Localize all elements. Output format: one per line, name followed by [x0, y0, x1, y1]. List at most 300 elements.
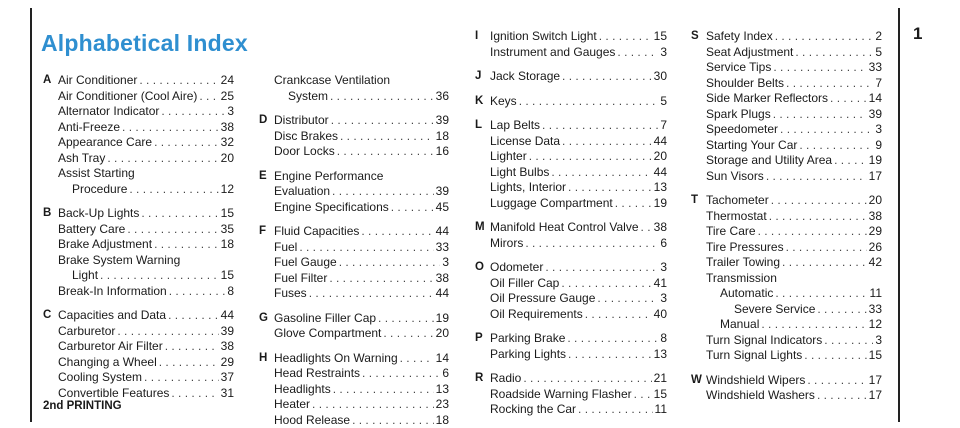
- entry-label: Lighter: [490, 149, 527, 163]
- entry-page-number: 25: [220, 88, 234, 103]
- entry-page-number: 3: [660, 260, 667, 274]
- entry-label: Convertible Features: [58, 385, 170, 400]
- dot-leader: [378, 311, 434, 327]
- index-entry: [58, 355, 234, 371]
- entry-page-number: 44: [653, 133, 667, 148]
- dot-leader: [391, 200, 434, 216]
- entry-label: Engine Performance: [274, 168, 384, 183]
- entry-page-number: 17: [868, 168, 882, 183]
- index-entry: [274, 144, 449, 160]
- index-group-p: [475, 331, 667, 362]
- dot-leader: [617, 45, 658, 61]
- entry-page-number: 39: [220, 323, 234, 338]
- entry-page-number: 17: [868, 388, 882, 402]
- index-entry: [58, 308, 234, 324]
- index-entry: [490, 347, 667, 363]
- index-entry: [490, 291, 667, 307]
- index-letter: C: [43, 309, 52, 321]
- dot-leader: [141, 206, 218, 222]
- index-entry: [58, 89, 234, 105]
- entry-page-number: 37: [220, 370, 234, 384]
- entry-label: Air Conditioner: [58, 73, 138, 87]
- entry-label: Anti-Freeze: [58, 119, 121, 134]
- entry-label: Ash Tray: [58, 150, 106, 165]
- dot-leader: [352, 413, 434, 428]
- index-entry: [490, 402, 667, 418]
- index-entry: [706, 29, 882, 45]
- dot-leader: [139, 73, 218, 89]
- entry-page-number: 7: [660, 118, 667, 132]
- entry-page-number: 45: [435, 199, 449, 214]
- right-margin-rule: [898, 8, 900, 422]
- index-letter: J: [475, 70, 482, 82]
- entry-page-number: 38: [220, 339, 234, 353]
- entry-label: Assist Starting: [58, 166, 135, 180]
- index-entry: [490, 220, 667, 236]
- index-entry: [58, 135, 234, 151]
- index-entry: [58, 339, 234, 355]
- entry-label: Spark Plugs: [706, 106, 771, 121]
- index-letter: H: [259, 351, 268, 364]
- dot-leader: [154, 135, 219, 151]
- entry-page-number: 6: [660, 235, 667, 250]
- entry-label: Gasoline Filler Cap: [274, 310, 377, 325]
- entry-label: Back-Up Lights: [58, 206, 140, 220]
- index-letter: E: [259, 169, 267, 182]
- dot-leader: [568, 180, 652, 196]
- index-entry: [490, 260, 667, 276]
- index-group-i: [475, 29, 667, 60]
- entry-page-number: 14: [435, 350, 449, 365]
- entry-label: Rocking the Car: [490, 402, 577, 416]
- index-group-continued: [274, 73, 449, 104]
- dot-leader: [817, 302, 866, 318]
- entry-label: Evaluation: [274, 184, 331, 198]
- entry-page-number: 7: [875, 75, 882, 90]
- index-entry: [706, 169, 882, 185]
- dot-leader: [199, 89, 218, 105]
- index-entry: [274, 366, 449, 382]
- dot-leader: [525, 236, 658, 252]
- dot-leader: [154, 237, 219, 253]
- dot-leader: [312, 397, 434, 413]
- entry-label: Headlights: [274, 381, 331, 396]
- entry-page-number: 44: [435, 286, 449, 300]
- entry-page-number: 39: [435, 184, 449, 198]
- dot-leader: [545, 260, 658, 276]
- index-entry: [274, 351, 449, 367]
- entry-label: Starting Your Car: [706, 137, 798, 152]
- index-entry: [490, 149, 667, 165]
- entry-label: Appearance Care: [58, 135, 153, 149]
- index-column-1: [43, 73, 234, 410]
- entry-page-number: 29: [868, 224, 882, 238]
- entry-label: Thermostat: [706, 208, 767, 223]
- entry-page-number: 19: [868, 153, 882, 167]
- dot-leader: [775, 286, 867, 302]
- index-letter: L: [475, 119, 483, 131]
- dot-leader: [383, 326, 433, 342]
- index-entry: [58, 284, 234, 300]
- entry-label: Brake System Warning: [58, 252, 181, 267]
- index-entry: [490, 236, 667, 252]
- index-entry: [274, 255, 449, 271]
- entry-page-number: 2: [875, 29, 882, 43]
- entry-label: Brake Adjustment: [58, 237, 153, 251]
- entry-label: Transmission: [706, 270, 777, 285]
- index-letter: G: [259, 311, 268, 324]
- index-entry: [706, 138, 882, 154]
- entry-page-number: 44: [653, 164, 667, 179]
- index-letter: F: [259, 225, 267, 237]
- entry-label: Fuses: [274, 286, 307, 300]
- dot-leader: [329, 271, 433, 287]
- index-entry: [706, 333, 882, 349]
- entry-page-number: 19: [435, 310, 449, 325]
- entry-label: Carburetor: [58, 323, 116, 338]
- index-entry: [706, 209, 882, 225]
- entry-page-number: 35: [220, 221, 234, 236]
- entry-label: Battery Care: [58, 221, 126, 236]
- index-entry: [490, 45, 667, 61]
- index-entry: [58, 222, 234, 238]
- entry-label: Turn Signal Indicators: [706, 332, 823, 347]
- index-entry: [490, 69, 667, 85]
- entry-label: Windshield Wipers: [706, 372, 806, 387]
- entry-page-number: 19: [653, 195, 667, 210]
- index-entry: [274, 413, 449, 428]
- entry-page-number: 32: [220, 135, 234, 149]
- dot-leader: [615, 196, 652, 212]
- index-group-a: [43, 73, 234, 197]
- printing-note: 2nd PRINTING: [43, 400, 122, 412]
- entry-page-number: 12: [220, 181, 234, 196]
- dot-leader: [824, 333, 873, 349]
- entry-page-number: 11: [869, 286, 882, 300]
- dot-leader: [599, 29, 652, 45]
- entry-label: Instrument and Gauges: [490, 44, 616, 59]
- entry-label: Trailer Towing: [706, 255, 781, 269]
- dot-leader: [578, 402, 652, 418]
- index-entry: [274, 113, 449, 129]
- dot-leader: [542, 118, 658, 134]
- index-letter: I: [475, 30, 479, 42]
- entry-label: Oil Filler Cap: [490, 275, 560, 290]
- dot-leader: [362, 366, 440, 382]
- entry-page-number: 15: [653, 29, 667, 43]
- dot-leader: [786, 76, 873, 92]
- dot-leader: [159, 355, 219, 371]
- page-title: Alphabetical Index: [41, 30, 248, 56]
- entry-label: Capacities and Data: [58, 308, 167, 322]
- dot-leader: [169, 284, 226, 300]
- entry-page-number: 39: [868, 106, 882, 121]
- entry-page-number: 16: [435, 144, 449, 158]
- index-entry: [274, 326, 449, 342]
- dot-leader: [562, 69, 652, 85]
- entry-label: Shoulder Belts: [706, 75, 785, 90]
- index-group-w: [691, 372, 882, 404]
- entry-page-number: 39: [435, 113, 449, 127]
- entry-page-number: 18: [435, 128, 449, 143]
- entry-page-number: 33: [435, 239, 449, 254]
- dot-leader: [107, 151, 218, 167]
- entry-page-number: 44: [220, 308, 234, 322]
- dot-leader: [773, 60, 866, 76]
- dot-leader: [834, 153, 867, 169]
- dot-leader: [122, 120, 219, 136]
- index-group-t: [691, 193, 882, 364]
- index-entry: [274, 129, 449, 145]
- dot-leader: [144, 370, 219, 386]
- entry-page-number: 15: [653, 386, 667, 401]
- entry-page-number: 38: [435, 270, 449, 285]
- index-entry: [490, 134, 667, 150]
- entry-page-number: 3: [875, 122, 882, 136]
- dot-leader: [773, 107, 867, 123]
- entry-page-number: 42: [868, 255, 882, 269]
- index-group-c: [43, 308, 234, 401]
- entry-page-number: 18: [220, 237, 234, 251]
- entry-label: Tire Pressures: [706, 239, 784, 254]
- index-entry: [274, 200, 449, 216]
- index-entry: [274, 397, 449, 413]
- entry-page-number: 11: [654, 402, 667, 416]
- index-entry: [58, 268, 234, 284]
- entry-page-number: 20: [868, 193, 882, 207]
- dot-leader: [775, 29, 874, 45]
- entry-label: Oil Requirements: [490, 306, 583, 321]
- index-entry: [58, 237, 234, 253]
- index-entry: [706, 317, 882, 333]
- index-entry: [58, 166, 234, 182]
- entry-page-number: 21: [653, 371, 667, 385]
- entry-page-number: 17: [868, 372, 882, 387]
- entry-label: Air Conditioner (Cool Aire): [58, 88, 198, 103]
- index-entry: [490, 307, 667, 323]
- dot-leader: [562, 134, 652, 150]
- entry-label: Turn Signal Lights: [706, 348, 803, 362]
- entry-label: Door Locks: [274, 144, 335, 158]
- entry-label: Sun Visors: [706, 168, 764, 183]
- dot-leader: [758, 224, 867, 240]
- dot-leader: [568, 347, 652, 363]
- index-entry: [706, 286, 882, 302]
- index-entry: [706, 373, 882, 389]
- entry-label: Carburetor Air Filter: [58, 339, 163, 353]
- entry-page-number: 13: [435, 381, 449, 396]
- dot-leader: [339, 255, 441, 271]
- index-column-2: [259, 73, 449, 428]
- entry-page-number: 26: [868, 239, 882, 254]
- page-number: 1: [913, 24, 923, 43]
- index-group-e: [259, 168, 449, 216]
- dot-leader: [799, 138, 873, 154]
- entry-page-number: 41: [653, 275, 667, 290]
- entry-label: Parking Lights: [490, 346, 567, 361]
- entry-page-number: 24: [220, 73, 234, 87]
- entry-label: Roadside Warning Flasher: [490, 386, 632, 401]
- index-entry: [58, 370, 234, 386]
- entry-page-number: 33: [868, 301, 882, 316]
- dot-leader: [330, 89, 434, 105]
- dot-leader: [309, 286, 434, 302]
- dot-leader: [400, 351, 434, 367]
- index-entry: [706, 240, 882, 256]
- dot-leader: [780, 122, 873, 138]
- entry-page-number: 9: [875, 137, 882, 152]
- entry-page-number: 20: [435, 326, 449, 340]
- index-entry: [706, 91, 882, 107]
- entry-label: Radio: [490, 371, 522, 385]
- index-group-j: [475, 69, 667, 85]
- entry-label: Cooling System: [58, 370, 143, 384]
- index-entry: [274, 224, 449, 240]
- entry-page-number: 12: [868, 317, 882, 331]
- index-entry: [274, 169, 449, 185]
- entry-label: Fuel: [274, 239, 298, 254]
- dot-leader: [332, 184, 434, 200]
- index-letter: M: [475, 221, 485, 233]
- entry-label: Service Tips: [706, 60, 772, 74]
- index-group-d: [259, 113, 449, 160]
- dot-leader: [361, 224, 433, 240]
- entry-label: Lights, Interior: [490, 180, 567, 194]
- dot-leader: [100, 268, 219, 284]
- entry-label: Side Marker Reflectors: [706, 91, 829, 105]
- entry-label: Glove Compartment: [274, 326, 382, 340]
- index-entry: [274, 240, 449, 256]
- index-entry: [490, 118, 667, 134]
- entry-label: Keys: [490, 93, 517, 108]
- index-entry: [706, 76, 882, 92]
- index-group-k: [475, 93, 667, 110]
- dot-leader: [771, 193, 867, 209]
- index-entry: [274, 89, 449, 105]
- index-group-h: [259, 350, 449, 428]
- entry-page-number: 15: [868, 348, 882, 362]
- dot-leader: [529, 149, 652, 165]
- dot-leader: [641, 220, 652, 236]
- dot-leader: [161, 104, 225, 120]
- entry-page-number: 5: [875, 44, 882, 59]
- entry-label: Procedure: [72, 181, 128, 196]
- index-entry: [490, 331, 667, 347]
- index-group-r: [475, 371, 667, 418]
- index-entry: [706, 45, 882, 61]
- index-letter: P: [475, 332, 483, 344]
- index-entry: [706, 271, 882, 287]
- dot-leader: [340, 129, 434, 145]
- entry-page-number: 3: [660, 44, 667, 59]
- entry-label: Severe Service: [734, 301, 816, 316]
- entry-label: System: [288, 88, 329, 103]
- index-entry: [706, 388, 882, 404]
- index-entry: [58, 253, 234, 269]
- dot-leader: [171, 386, 218, 402]
- entry-page-number: 14: [868, 91, 882, 105]
- entry-page-number: 33: [868, 60, 882, 74]
- entry-label: Engine Specifications: [274, 199, 389, 214]
- index-entry: [490, 196, 667, 212]
- dot-leader: [523, 371, 651, 387]
- entry-page-number: 20: [653, 149, 667, 163]
- dot-leader: [519, 94, 659, 110]
- entry-label: Storage and Utility Area: [706, 153, 833, 167]
- index-entry: [274, 286, 449, 302]
- index-entry: [58, 104, 234, 120]
- index-letter: K: [475, 94, 484, 107]
- dot-leader: [761, 317, 866, 333]
- entry-page-number: 18: [435, 412, 449, 427]
- entry-label: Distributor: [274, 113, 329, 127]
- entry-label: Hood Release: [274, 412, 351, 427]
- entry-page-number: 6: [442, 366, 449, 380]
- index-entry: [706, 153, 882, 169]
- index-entry: [58, 324, 234, 340]
- entry-page-number: 5: [660, 93, 667, 108]
- entry-page-number: 36: [435, 88, 449, 103]
- entry-label: Seat Adjustment: [706, 44, 794, 59]
- dot-leader: [117, 324, 218, 340]
- entry-page-number: 8: [227, 283, 234, 298]
- entry-label: Speedometer: [706, 122, 779, 136]
- index-group-b: [43, 206, 234, 299]
- index-entry: [58, 206, 234, 222]
- entry-label: Safety Index: [706, 29, 773, 43]
- index-entry: [58, 73, 234, 89]
- dot-leader: [168, 308, 219, 324]
- dot-leader: [766, 169, 867, 185]
- entry-label: Break-In Information: [58, 283, 167, 298]
- entry-label: Fluid Capacities: [274, 224, 360, 238]
- entry-label: Lap Belts: [490, 118, 541, 132]
- dot-leader: [804, 348, 866, 364]
- dot-leader: [795, 45, 873, 61]
- index-entry: [490, 180, 667, 196]
- entry-label: Odometer: [490, 260, 544, 274]
- left-margin-rule: [30, 8, 32, 422]
- index-letter: B: [43, 207, 52, 219]
- entry-label: Head Restraints: [274, 366, 361, 380]
- entry-page-number: 20: [220, 150, 234, 165]
- index-entry: [490, 165, 667, 181]
- entry-label: Tire Care: [706, 224, 756, 238]
- entry-page-number: 44: [435, 224, 449, 238]
- entry-page-number: 15: [220, 268, 234, 282]
- entry-label: Crankcase Ventilation: [274, 73, 391, 87]
- index-entry: [58, 386, 234, 402]
- dot-leader: [551, 165, 651, 181]
- entry-label: Jack Storage: [490, 69, 561, 83]
- entry-page-number: 23: [435, 397, 449, 411]
- index-column-4: [691, 29, 882, 413]
- entry-label: Alternator Indicator: [58, 104, 160, 118]
- index-entry: [706, 193, 882, 209]
- index-entry: [706, 60, 882, 76]
- index-entry: [706, 122, 882, 138]
- index-group-g: [259, 310, 449, 342]
- index-entry: [490, 276, 667, 292]
- index-entry: [706, 255, 882, 271]
- entry-label: Oil Pressure Gauge: [490, 291, 596, 305]
- index-group-f: [259, 224, 449, 302]
- entry-label: Light: [72, 268, 99, 282]
- dot-leader: [165, 339, 219, 355]
- index-entry: [706, 107, 882, 123]
- index-column-3: [475, 29, 667, 427]
- index-entry: [58, 151, 234, 167]
